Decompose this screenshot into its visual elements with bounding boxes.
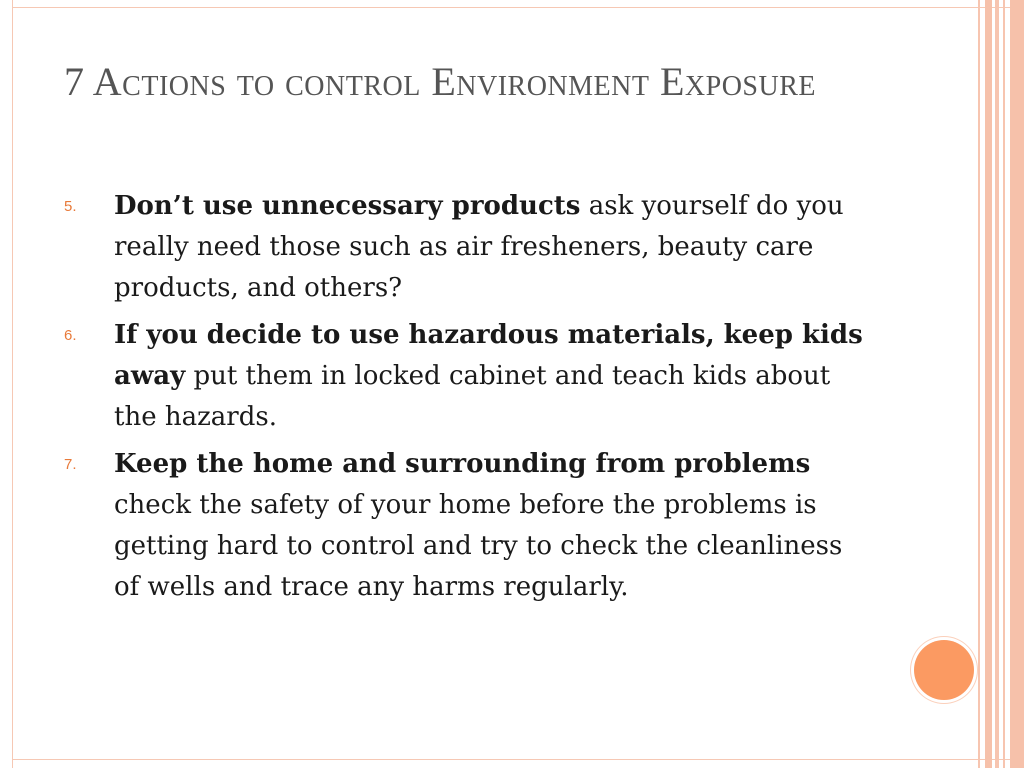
list-item <box>64 186 864 309</box>
frame-bottom-line <box>12 759 1024 760</box>
decorative-stripe <box>978 0 980 768</box>
item-heading: If you decide to use hazardous materials, keep kids away <box>114 320 863 391</box>
item-body: put them in locked cabinet and teach kids about the hazards. <box>114 361 831 432</box>
item-number: 6. <box>64 327 77 344</box>
accent-circle <box>914 640 974 700</box>
item-number: 7. <box>64 456 77 473</box>
item-body: ask yourself do you really need those such as air fresheners, beauty care products, and others? <box>114 191 844 303</box>
item-number: 5. <box>64 198 77 215</box>
decorative-stripe <box>1010 0 1024 768</box>
item-body: check the safety of your home before the problems is getting hard to control and try to check the cleanliness of wells and trace any harms regularly. <box>114 490 843 602</box>
item-heading: Keep the home and surrounding from problems <box>114 449 811 479</box>
decorative-stripe <box>1003 0 1005 768</box>
list-item <box>64 444 864 608</box>
decorative-stripe <box>985 0 992 768</box>
list-item <box>64 315 864 438</box>
slide-title: 7 Actions to control Environment Exposure <box>64 59 816 104</box>
action-list <box>64 186 864 614</box>
frame-left-line <box>12 0 13 768</box>
frame-top-line <box>12 7 1024 8</box>
item-heading: Don’t use unnecessary products <box>114 191 581 221</box>
decorative-stripe <box>995 0 999 768</box>
